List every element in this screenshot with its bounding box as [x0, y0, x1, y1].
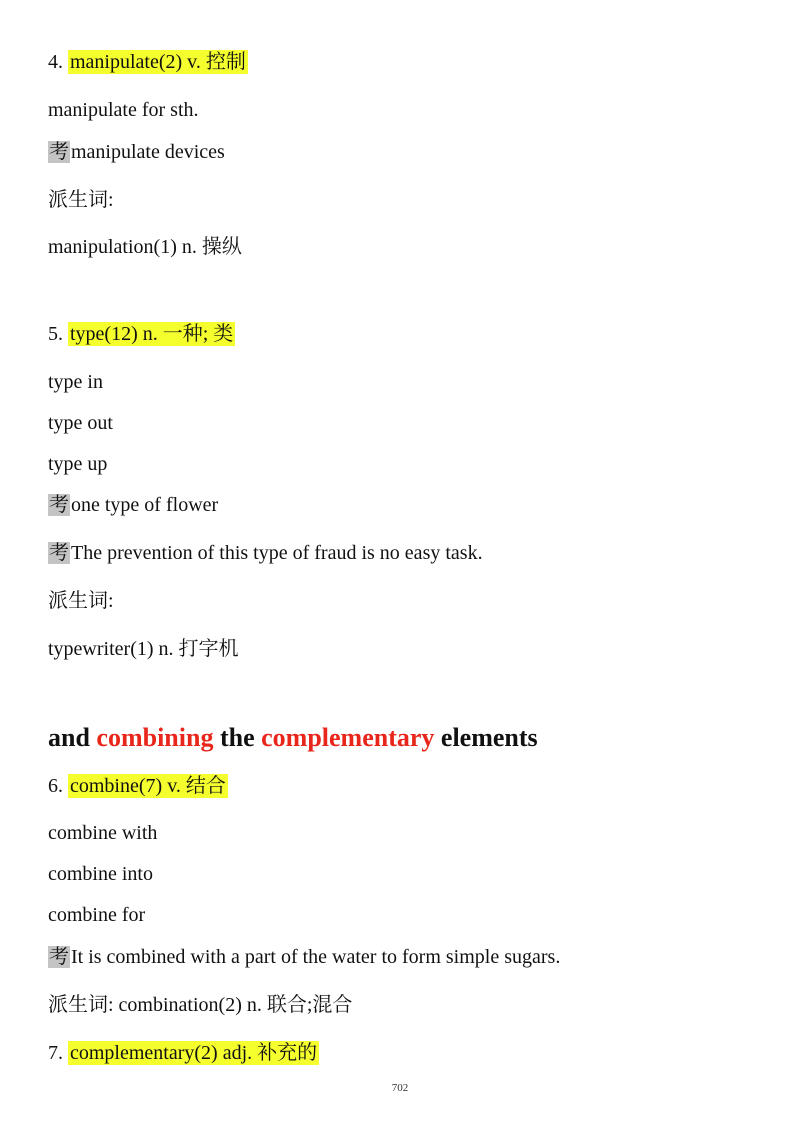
entry-4-title: [48, 48, 248, 76]
exam-mark: 考: [49, 141, 69, 163]
entry-number: 6.: [48, 775, 63, 797]
entry-7-title: [48, 1039, 319, 1067]
exam-example-line: [48, 539, 483, 567]
derivative-line: manipulation(1) n. 操纵: [48, 236, 242, 258]
entry-6-title: [48, 772, 228, 800]
heading-accent-word: combining: [96, 723, 214, 752]
phrase-line: combine for: [48, 904, 146, 926]
derivative-line: 派生词: combination(2) n. 联合;混合: [48, 994, 353, 1016]
headword-highlight: combine(7) v. 结合: [70, 775, 226, 797]
entry-number: 5.: [48, 323, 63, 345]
derivatives-label: 派生词:: [48, 189, 114, 211]
phrase-line: manipulate for sth.: [48, 99, 199, 121]
section-heading: [48, 721, 538, 755]
exam-example-text: one type of flower: [71, 494, 219, 516]
entry-number: 4.: [48, 51, 63, 73]
page-number: 702: [391, 1082, 409, 1094]
exam-example-line: [48, 138, 225, 166]
heading-text: the: [213, 723, 262, 752]
headword-highlight: complementary(2) adj. 补充的: [70, 1042, 318, 1064]
exam-example-text: It is combined with a part of the water to form simple sugars.: [71, 946, 561, 968]
headword-highlight: type(12) n. 一种; 类: [70, 323, 234, 345]
heading-accent-word: complementary: [261, 723, 435, 752]
exam-example-line: [48, 943, 560, 971]
phrase-line: combine with: [48, 822, 158, 844]
exam-mark: 考: [49, 494, 69, 516]
exam-mark: 考: [49, 542, 69, 564]
exam-example-line: [48, 491, 218, 519]
headword-highlight: manipulate(2) v. 控制: [70, 51, 246, 73]
phrase-line: type in: [48, 371, 103, 393]
derivatives-label: 派生词:: [48, 590, 114, 612]
phrase-line: combine into: [48, 863, 153, 885]
exam-mark: 考: [49, 946, 69, 968]
heading-text: and: [48, 723, 97, 752]
phrase-line: type up: [48, 453, 108, 475]
exam-example-text: The prevention of this type of fraud is no easy task.: [71, 542, 483, 564]
entry-number: 7.: [48, 1042, 63, 1064]
exam-example-text: manipulate devices: [71, 141, 225, 163]
phrase-line: type out: [48, 412, 113, 434]
heading-text: elements: [434, 723, 538, 752]
derivative-line: typewriter(1) n. 打字机: [48, 638, 239, 660]
entry-5-title: [48, 320, 235, 348]
